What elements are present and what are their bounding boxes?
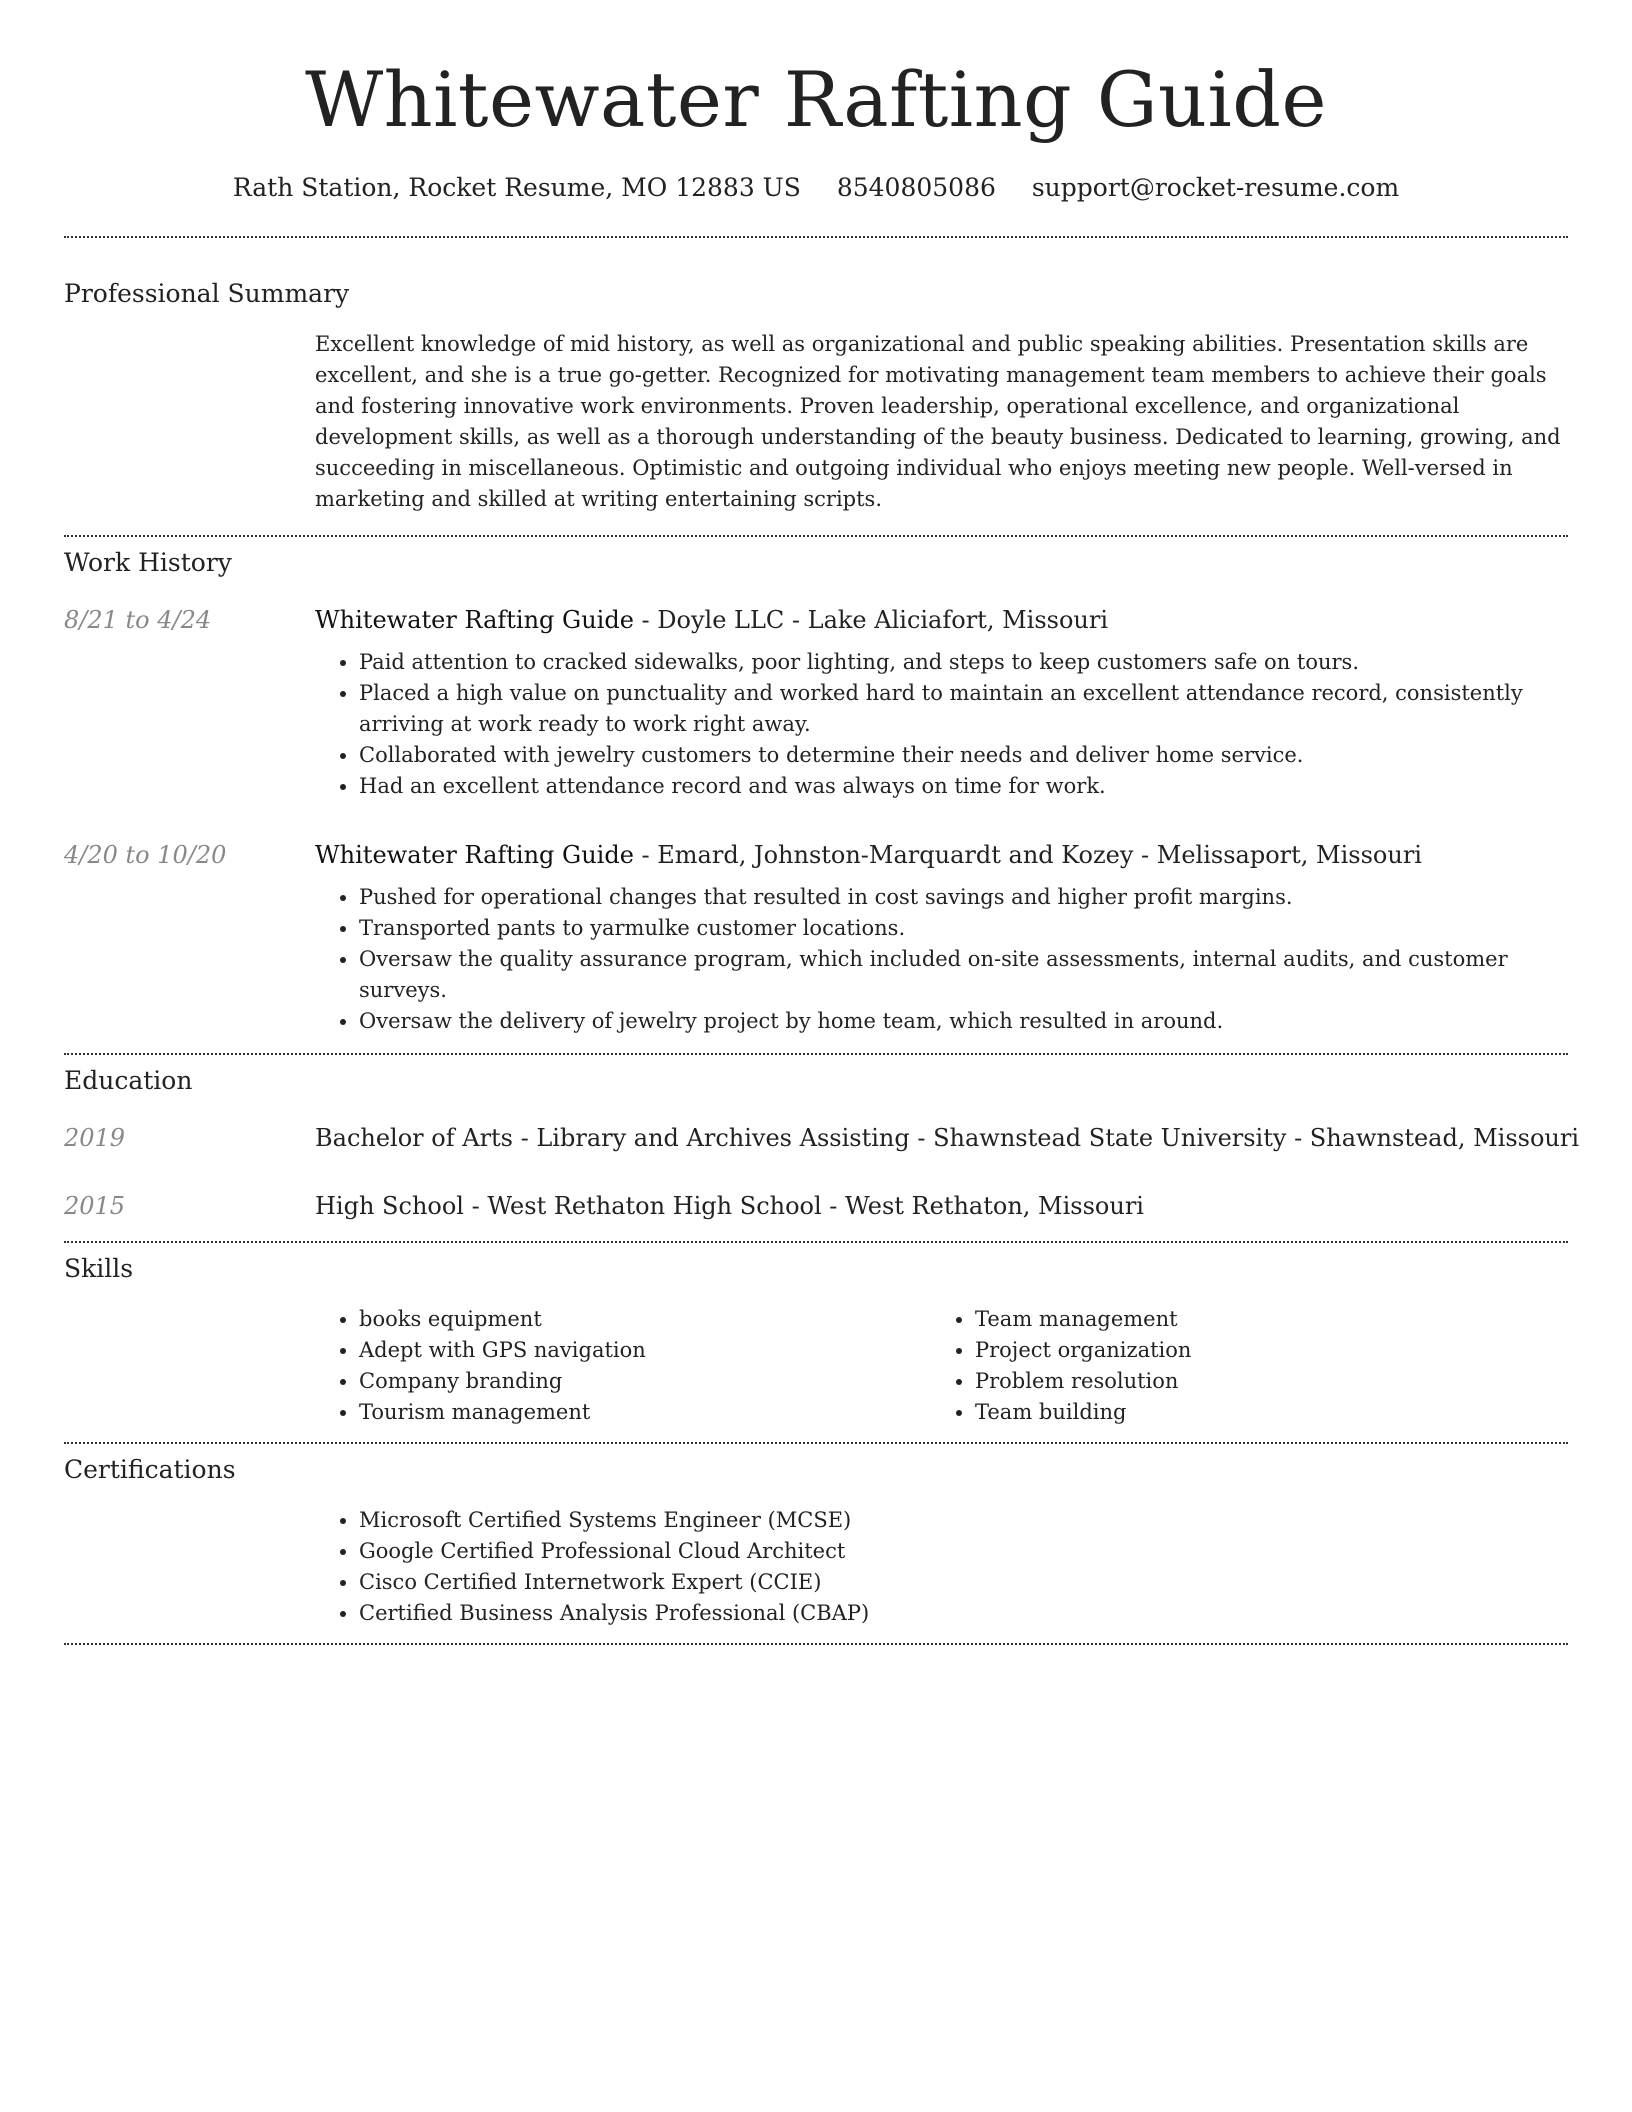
education-title: Education [64, 1066, 193, 1095]
certifications-section [64, 1444, 1568, 1629]
education-year: 2019 [64, 1124, 126, 1152]
job-employer-location: - Emard, Johnston-Marquardt and Kozey - Melissaport, Missouri [633, 841, 1422, 869]
contact-address: Rath Station, Rocket Resume, MO 12883 US [232, 173, 801, 202]
list-item: • Cisco Certified Internetwork Expert (CCIE) [359, 1567, 1568, 1598]
education-degree: High School [315, 1192, 464, 1220]
job-bullets [315, 647, 1568, 802]
education-year: 2015 [64, 1192, 126, 1220]
resume-page [64, 0, 1580, 1645]
summary-section [64, 238, 1568, 515]
list-item: • Team management [975, 1304, 1547, 1335]
list-item: • Microsoft Certified Systems Engineer (MCSE) [359, 1505, 1568, 1536]
section-divider [64, 1643, 1568, 1645]
list-item: • Company branding [359, 1366, 931, 1397]
education-entry [64, 1121, 1580, 1155]
education-heading [315, 1189, 1568, 1223]
education-entry [64, 1189, 1568, 1223]
job-heading [315, 603, 1568, 637]
work-history-section [64, 537, 1568, 1037]
skills-list-left [315, 1304, 931, 1428]
job-entry [64, 838, 1568, 1037]
education-school: - West Rethaton High School - West Rethaton, Missouri [463, 1192, 1144, 1220]
job-dates: 4/20 to 10/20 [64, 841, 227, 869]
list-item: • Oversaw the quality assurance program, which included on-site assessments, internal audits, and customer surveys. [359, 944, 1568, 1006]
list-item: • Placed a high value on punctuality and worked hard to maintain an excellent attendance record, consistently arriving at work ready to work right away. [359, 678, 1568, 740]
list-item: • Project organization [975, 1335, 1547, 1366]
list-item: • Certified Business Analysis Professional (CBAP) [359, 1598, 1568, 1629]
list-item: • Pushed for operational changes that resulted in cost savings and higher profit margins. [359, 882, 1568, 913]
certifications-title: Certifications [64, 1455, 236, 1484]
skills-title: Skills [64, 1254, 134, 1283]
education-degree: Bachelor of Arts - Library and Archives Assisting [315, 1124, 910, 1152]
list-item: • Transported pants to yarmulke customer locations. [359, 913, 1568, 944]
list-item: • Google Certified Professional Cloud Architect [359, 1536, 1568, 1567]
list-item: • Team building [975, 1397, 1547, 1428]
list-item: • Adept with GPS navigation [359, 1335, 931, 1366]
summary-title: Professional Summary [64, 279, 350, 308]
job-dates: 8/21 to 4/24 [64, 606, 212, 634]
contact-phone: 8540805086 [836, 173, 996, 202]
job-heading [315, 838, 1568, 872]
skills-section [64, 1243, 1568, 1428]
certifications-list [315, 1505, 1568, 1629]
list-item: • Oversaw the delivery of jewelry project by home team, which resulted in around. [359, 1006, 1568, 1037]
education-heading [315, 1121, 1579, 1155]
education-school: - Shawnstead State University - Shawnstead, Missouri [909, 1124, 1580, 1152]
job-entry [64, 603, 1568, 802]
list-item: • books equipment [359, 1304, 931, 1335]
list-item: • Tourism management [359, 1397, 931, 1428]
job-role: Whitewater Rafting Guide [315, 606, 634, 634]
job-employer-location: - Doyle LLC - Lake Aliciafort, Missouri [633, 606, 1109, 634]
list-item: • Paid attention to cracked sidewalks, poor lighting, and steps to keep customers safe on tours. [359, 647, 1568, 678]
contact-email: support@rocket-resume.com [1031, 173, 1400, 202]
list-item: • Problem resolution [975, 1366, 1547, 1397]
summary-text: Excellent knowledge of mid history, as well as organizational and public speaking abilities. Presentation skills are excellent, and she is a true go-getter. Recognized for motivating management team members to achieve their goals and fostering innovative work environments. Proven leadership, operational excellence, and organizational development skills, as well as a thorough understanding of the beauty business. Dedicated to learning, growing, and succeeding in miscellaneous. Optimistic and outgoing individual who enjoys meeting new people. Well-versed in marketing and skilled at writing entertaining scripts. [315, 332, 1561, 511]
education-section [64, 1055, 1580, 1223]
job-role: Whitewater Rafting Guide [315, 841, 634, 869]
list-item: • Collaborated with jewelry customers to determine their needs and deliver home service. [359, 740, 1568, 771]
job-bullets [315, 882, 1568, 1037]
resume-name: Whitewater Rafting Guide [305, 55, 1327, 144]
skills-columns [315, 1304, 1568, 1428]
contact-line [64, 170, 1568, 206]
work-history-title: Work History [64, 548, 232, 577]
list-item: • Had an excellent attendance record and was always on time for work. [359, 771, 1568, 802]
skills-list-right [931, 1304, 1547, 1428]
